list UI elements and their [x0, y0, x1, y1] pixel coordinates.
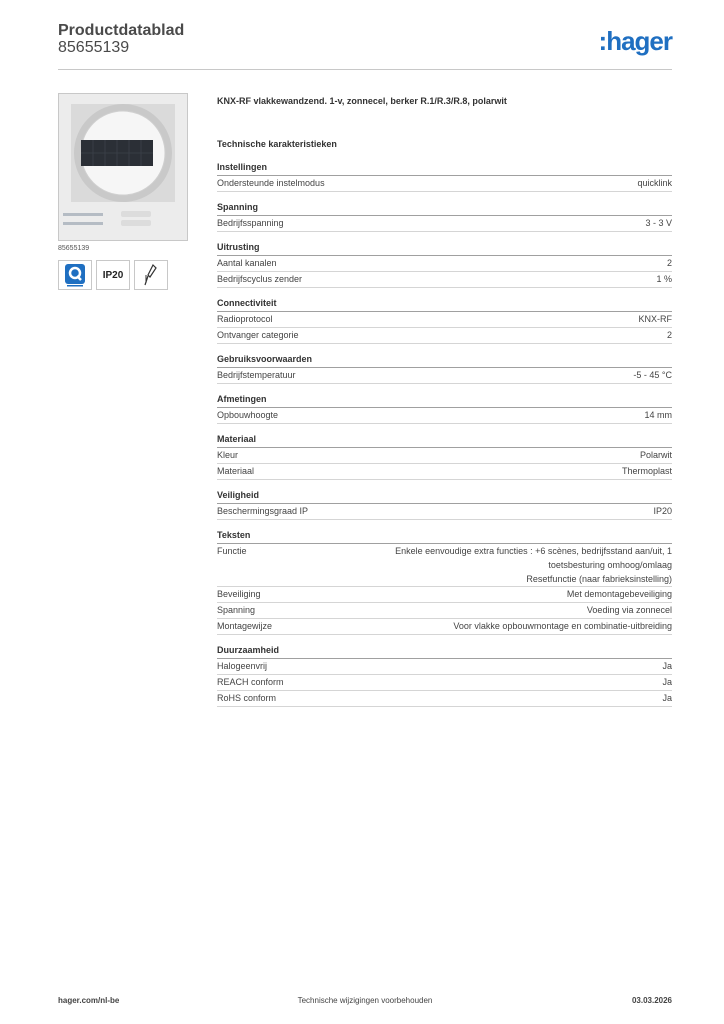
quality-q-icon [64, 263, 86, 287]
spec-value: Voor vlakke opbouwmontage en combinatie-uitbreiding [453, 621, 672, 631]
image-caption: 85655139 [58, 245, 90, 252]
badge-row [58, 260, 188, 290]
spec-value: quicklink [637, 178, 672, 188]
quality-badge [58, 260, 92, 290]
spec-group [217, 432, 672, 480]
spec-group [217, 488, 672, 520]
ip20-badge: IP20 [96, 260, 130, 290]
spec-value: Ja [662, 661, 672, 671]
hager-logo: :hager [598, 26, 672, 56]
spec-row [217, 691, 672, 707]
product-number: 85655139 [58, 39, 130, 56]
product-media-column [58, 93, 188, 290]
spec-label: Kleur [217, 450, 239, 460]
spec-row [217, 587, 672, 603]
spec-value: Polarwit [639, 450, 672, 460]
spec-row [217, 675, 672, 691]
spec-value: Ja [662, 677, 672, 687]
spec-label: Ontvanger categorie [217, 330, 299, 340]
spec-value: Voeding via zonnecel [586, 605, 672, 615]
product-description: KNX-RF vlakkewandzend. 1-v, zonnecel, berker R.1/R.3/R.8, polarwit [217, 96, 507, 106]
spec-row [217, 659, 672, 675]
spec-row [217, 464, 672, 480]
spec-group-title: Uitrusting [217, 240, 672, 256]
spec-row [217, 368, 672, 384]
spec-value: 2 [666, 330, 672, 340]
spec-row [217, 272, 672, 288]
spec-label: Opbouwhoogte [217, 410, 279, 420]
spec-group-title: Materiaal [217, 432, 672, 448]
spec-group-title: Spanning [217, 200, 672, 216]
spec-label: Bedrijfsspanning [217, 218, 284, 228]
spec-row [217, 544, 672, 587]
spec-row [217, 312, 672, 328]
spec-row [217, 216, 672, 232]
spec-row [217, 448, 672, 464]
footer-date: 03.03.2026 [631, 996, 672, 1005]
spec-row [217, 504, 672, 520]
spec-label: Halogeenvrij [217, 661, 268, 671]
spec-label: Beschermingsgraad IP [217, 506, 309, 516]
spec-group [217, 392, 672, 424]
spec-row [217, 619, 672, 635]
spec-group-title: Gebruiksvoorwaarden [217, 352, 672, 368]
spec-group-title: Afmetingen [217, 392, 672, 408]
spec-group-title: Veiligheid [217, 488, 672, 504]
spec-value: 14 mm [644, 410, 672, 420]
spec-label: Spanning [217, 605, 256, 615]
spec-value: Ja [662, 693, 672, 703]
product-image [58, 93, 188, 241]
spec-value: Thermoplast [621, 466, 672, 476]
spec-value: KNX-RF [638, 314, 672, 324]
spec-label: RoHS conform [217, 693, 277, 703]
spec-value: IP20 [653, 506, 672, 516]
spec-group-title: Instellingen [217, 160, 672, 176]
footer-notice: Technische wijzigingen voorbehouden [297, 996, 433, 1005]
footer-website: hager.com/nl-be [58, 996, 120, 1005]
document-title: Productdatablad [58, 22, 185, 39]
spec-group [217, 200, 672, 232]
spec-value: 3 - 3 V [645, 218, 672, 228]
spec-label: Beveiliging [217, 589, 261, 599]
spec-value: -5 - 45 °C [633, 370, 672, 380]
spec-label: Ondersteunde instelmodus [217, 178, 325, 188]
spec-column [217, 96, 672, 707]
spec-row [217, 328, 672, 344]
spec-label: Bedrijfstemperatuur [217, 370, 296, 380]
page-header [58, 20, 672, 70]
spec-label: Functie [217, 546, 247, 556]
product-photo-icon [59, 94, 187, 240]
spec-group [217, 352, 672, 384]
spec-row [217, 176, 672, 192]
spec-group [217, 643, 672, 707]
spec-label: Montagewijze [217, 621, 273, 631]
spec-group [217, 296, 672, 344]
spec-group-title: Connectiviteit [217, 296, 672, 312]
spec-value: 2 [666, 258, 672, 268]
tool-badge [134, 260, 168, 290]
spec-label: Aantal kanalen [217, 258, 277, 268]
spec-group [217, 160, 672, 192]
spec-row [217, 603, 672, 619]
spec-label: Bedrijfscyclus zender [217, 274, 303, 284]
spec-row [217, 408, 672, 424]
screwdriver-icon [141, 263, 161, 287]
spec-label: REACH conform [217, 677, 284, 687]
spec-value: Met demontagebeveiliging [566, 589, 672, 599]
spec-group [217, 528, 672, 635]
spec-label: Materiaal [217, 466, 255, 476]
spec-groups [217, 160, 672, 707]
spec-label: Radioprotocol [217, 314, 273, 324]
spec-value: 1 % [656, 274, 672, 284]
spec-group-title: Duurzaamheid [217, 643, 672, 659]
spec-value: Enkele eenvoudige extra functies : +6 scènes, bedrijfsstand aan/uit, 1 toetsbesturing omhoog/omlaag Resetfunctie (naar fabrieksinstelling) [395, 546, 672, 584]
spec-group-title: Teksten [217, 528, 672, 544]
spec-group [217, 240, 672, 288]
spec-row [217, 256, 672, 272]
section-heading: Technische karakteristieken [217, 139, 337, 149]
